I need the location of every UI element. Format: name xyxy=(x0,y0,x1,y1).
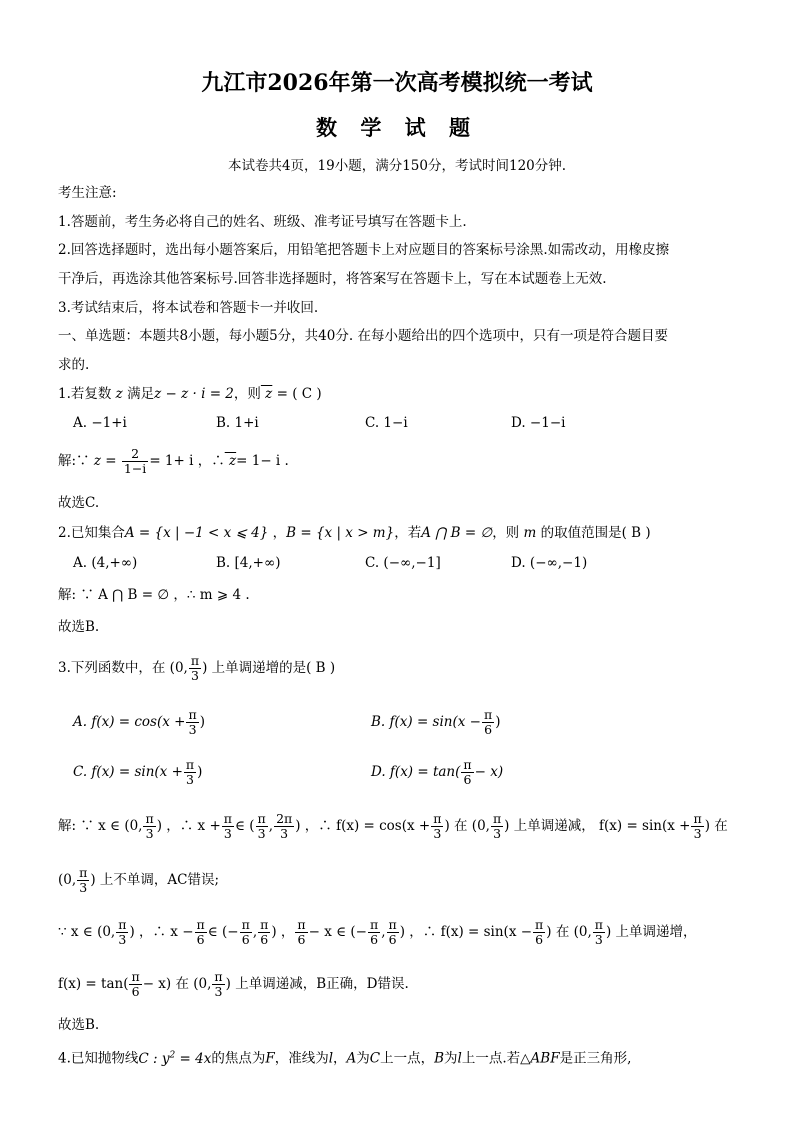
section-heading: 一、单选题：本题共8小题，每小题5分，共40分. 在每小题给出的四个选项中，只有一项是符合题目要 xyxy=(58,328,668,344)
q2-solution: 解: ∵ A ⋂ B = ∅ ，∴ m ⩾ 4 . xyxy=(58,587,250,603)
question-2-stem: 2.已知集合A = {x | −1 < x ⩽ 4} ，B = {x | x > m}，若A ⋂ B = ∅，则 m 的取值范围是( B ) xyxy=(58,525,651,541)
q1-option-b: B. 1+i xyxy=(216,415,259,431)
q3-conclusion: 故选B. xyxy=(58,1017,100,1033)
q1-conclusion: 故选C. xyxy=(58,495,100,511)
subject-title: 数 学 试 题 xyxy=(316,115,478,140)
notice-item: 干净后，再选涂其他答案标号.回答非选择题时，将答案写在答题卡上，写在本试题卷上无效. xyxy=(58,271,607,287)
q3-solution-line-3: ∵ x ∈ (0, $\frac{\pi}{3}$ ) ，∴ x − $\frac{\pi}{6}$ ∈ (− $\frac{\pi}{6}$ , $\frac{\pi}{6}$ ) ， $\frac{\pi}{6}$ − x ∈ (− $\frac{\pi}{6}$ , $\frac{\pi}{6}$ ) ，∴ f(x) = sin(x − $\frac{\pi}{6}$ ) 在 (0, $\frac{\pi}{3}$ ) 上单调递增， xyxy=(58,917,697,947)
question-3-stem: 3.下列函数中，在 (0, $\frac{\pi}{3}$ ) 上单调递增的是( B ) xyxy=(58,653,336,683)
q3-option-c: C. f(x) = sin(x + $\frac{\pi}{3}$ ) xyxy=(73,757,203,787)
q1-option-c: C. 1−i xyxy=(365,415,408,431)
notice-item: 1.答题前，考生务必将自己的姓名、班级、准考证号填写在答题卡上. xyxy=(58,214,467,230)
notice-item: 2.回答选择题时，选出每小题答案后，用铅笔把答题卡上对应题目的答案标号涂黑.如需改动，用橡皮擦 xyxy=(58,242,670,258)
exam-info: 本试卷共4页，19小题，满分150分，考试时间120分钟. xyxy=(227,158,567,174)
question-1-stem: 1.若复数 z 满足z − z · i = 2，则 z = ( C ) xyxy=(58,386,322,402)
q1-option-a: A. −1+i xyxy=(73,415,127,431)
q2-option-c: C. (−∞,−1] xyxy=(365,555,441,571)
section-heading-cont: 求的. xyxy=(58,357,90,373)
q3-option-a: A. f(x) = cos(x + $\frac{\pi}{3}$ ) xyxy=(73,707,205,737)
q2-option-d: D. (−∞,−1) xyxy=(511,555,588,571)
q2-option-b: B. [4,+∞) xyxy=(216,555,281,571)
q3-option-d: D. f(x) = tan( $\frac{\pi}{6}$ − x) xyxy=(371,757,504,787)
question-4-stem: 4.已知抛物线C : $y^2 = 4x$的焦点为F，准线为l，A为C上一点，B为l上一点.若△ABF是正三角形, xyxy=(58,1050,632,1067)
q2-option-a: A. (4,+∞) xyxy=(73,555,138,571)
q1-option-d: D. −1−i xyxy=(511,415,566,431)
q3-option-b: B. f(x) = sin(x − $\frac{\pi}{6}$ ) xyxy=(371,707,501,737)
q3-solution-line-2: (0, $\frac{\pi}{3}$ ) 上不单调，AC错误; xyxy=(58,865,220,895)
q1-solution: 解:∵ z = $\frac{2}{1-i}$ = 1+ i ，∴ z= 1− i . xyxy=(58,446,289,476)
exam-title: 九江市2026年第一次高考模拟统一考试 xyxy=(201,70,593,96)
q3-solution-line-4: f(x) = tan( $\frac{\pi}{6}$ − x) 在 (0, $\frac{\pi}{3}$ ) 上单调递减，B正确，D错误. xyxy=(58,969,409,999)
q3-solution-line-1: 解: ∵ x ∈ (0, $\frac{\pi}{3}$ ) ，∴ x + $\frac{\pi}{3}$ ∈ ( $\frac{\pi}{3}$ , $\frac{2\pi}{3}$ ) ，∴ f(x) = cos(x + $\frac{\pi}{3}$ ) 在 (0, $\frac{\pi}{3}$ ) 上单调递减， f(x) = sin(x + $\frac{\pi}{3}$ ) 在 xyxy=(58,811,728,841)
q2-conclusion: 故选B. xyxy=(58,619,100,635)
notice-item: 3.考试结束后，将本试卷和答题卡一并收回. xyxy=(58,300,319,316)
notice-heading: 考生注意: xyxy=(58,185,117,201)
